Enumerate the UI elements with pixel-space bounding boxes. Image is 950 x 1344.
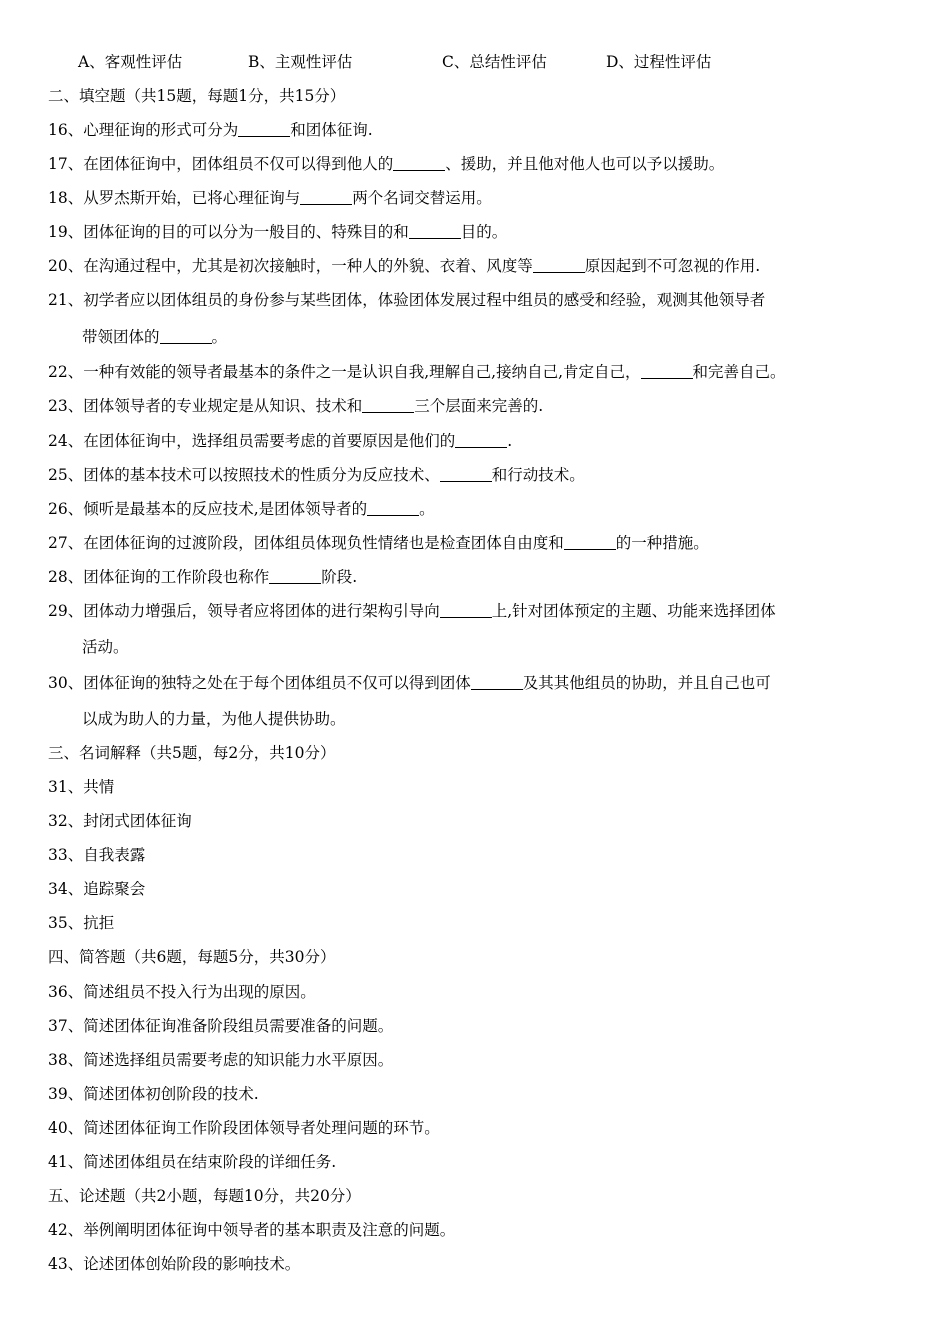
answer-blank [440,467,492,482]
answer-blank [393,156,445,171]
answer-blank [641,364,693,379]
short-question: 41、简述团体组员在结束阶段的详细任务. [48,1153,337,1171]
question-23: 23、团体领导者的专业规定是从知识、技术和 三个层面来完善的. [48,397,544,415]
question-30: 30、团体征询的独特之处在于每个团体组员不仅可以得到团体 及其其他组员的协助，并且自己也可 [48,674,771,692]
option-b: B、主观性评估 [248,53,353,71]
question-22: 22、一种有效能的领导者最基本的条件之一是认识自我,理解自己,接纳自己,肯定自己， 和完善自己。 [48,363,786,381]
question-17: 17、在团体征询中，团体组员不仅可以得到他人的 、援助，并且他对他人也可以予以援助。 [48,155,725,173]
short-question: 36、简述组员不投入行为出现的原因。 [48,983,316,1001]
option-d: D、过程性评估 [606,53,712,71]
question-18: 18、从罗杰斯开始，已将心理征询与 两个名词交替运用。 [48,189,492,207]
question-21-cont: 带领团体的 。 [82,328,228,346]
answer-blank [440,603,492,618]
answer-blank [362,398,414,413]
short-question: 38、简述选择组员需要考虑的知识能力水平原因。 [48,1051,394,1069]
essay-question: 42、举例阐明团体征询中领导者的基本职责及注意的问题。 [48,1221,456,1239]
question-30-cont: 以成为助人的力量，为他人提供协助。 [82,710,346,728]
answer-blank [269,569,321,584]
question-24: 24、在团体征询中，选择组员需要考虑的首要原因是他们的 . [48,432,513,450]
section-heading-terms: 三、名词解释（共5题，每2分，共10分） [48,744,336,762]
term-item: 32、封闭式团体征询 [48,812,192,830]
section-heading-essay: 五、论述题（共2小题，每题10分，共20分） [48,1187,361,1205]
term-item: 34、追踪聚会 [48,880,146,898]
section-heading-fill: 二、填空题（共15题，每题1分，共15分） [48,87,346,105]
question-29-cont: 活动。 [82,638,129,656]
short-question: 37、简述团体征询准备阶段组员需要准备的问题。 [48,1017,394,1035]
answer-blank [409,224,461,239]
answer-blank [300,190,352,205]
question-26: 26、倾听是最基本的反应技术,是团体领导者的 。 [48,500,435,518]
question-16: 16、心理征询的形式可分为 和团体征询. [48,121,373,139]
short-question: 40、简述团体征询工作阶段团体领导者处理问题的环节。 [48,1119,440,1137]
question-28: 28、团体征询的工作阶段也称作 阶段. [48,568,358,586]
question-21: 21、初学者应以团体组员的身份参与某些团体，体验团体发展过程中组员的感受和经验，观测其他领导者 [48,291,766,309]
question-27: 27、在团体征询的过渡阶段，团体组员体现负性情绪也是检查团体自由度和 的一种措施。 [48,534,709,552]
essay-question: 43、论述团体创始阶段的影响技术。 [48,1255,301,1273]
question-20: 20、在沟通过程中，尤其是初次接触时，一种人的外貌、衣着、风度等 原因起到不可忽视的作用. [48,257,761,275]
question-19: 19、团体征询的目的可以分为一般目的、特殊目的和 目的。 [48,223,508,241]
term-item: 35、抗拒 [48,914,115,932]
answer-blank [471,675,523,690]
short-question: 39、简述团体初创阶段的技术. [48,1085,259,1103]
answer-blank [455,433,507,448]
option-row [0,50,950,74]
answer-blank [238,122,290,137]
option-c: C、总结性评估 [442,53,547,71]
term-item: 33、自我表露 [48,846,146,864]
term-item: 31、共情 [48,778,115,796]
answer-blank [533,258,585,273]
section-heading-short: 四、简答题（共6题，每题5分，共30分） [48,948,336,966]
answer-blank [160,329,212,344]
answer-blank [367,501,419,516]
answer-blank [564,535,616,550]
question-29: 29、团体动力增强后，领导者应将团体的进行架构引导向 上,针对团体预定的主题、功能来选择团体 [48,602,776,620]
question-25: 25、团体的基本技术可以按照技术的性质分为反应技术、 和行动技术。 [48,466,585,484]
option-a: A、客观性评估 [78,53,183,71]
